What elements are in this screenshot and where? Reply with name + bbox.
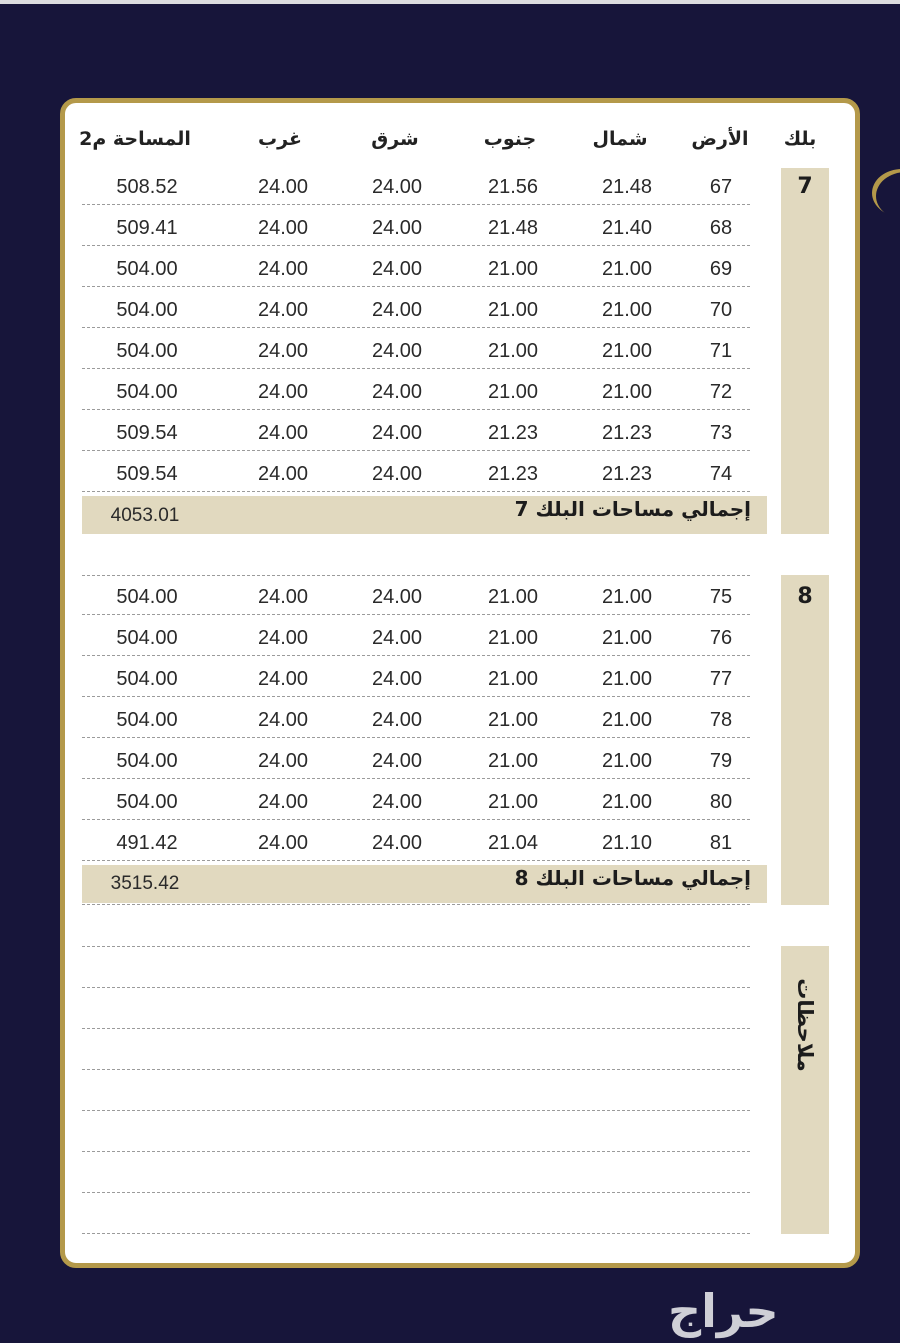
cell-east: 24.00 xyxy=(371,586,423,608)
cell-south: 21.23 xyxy=(487,422,539,444)
notes-line xyxy=(82,1110,750,1111)
row-divider xyxy=(82,819,750,820)
cell-north: 21.00 xyxy=(601,340,653,362)
header-west: غرب xyxy=(258,128,302,150)
cell-land: 78 xyxy=(709,709,733,731)
cell-north: 21.40 xyxy=(601,217,653,239)
cell-area: 504.00 xyxy=(116,791,178,813)
header-south: جنوب xyxy=(483,128,537,150)
row-divider xyxy=(82,327,750,328)
cell-north: 21.00 xyxy=(601,299,653,321)
cell-south: 21.23 xyxy=(487,463,539,485)
row-divider xyxy=(82,245,750,246)
cell-north: 21.00 xyxy=(601,709,653,731)
cell-area: 509.54 xyxy=(116,463,178,485)
cell-west: 24.00 xyxy=(257,586,309,608)
cell-east: 24.00 xyxy=(371,258,423,280)
cell-east: 24.00 xyxy=(371,176,423,198)
cell-land: 71 xyxy=(709,340,733,362)
cell-north: 21.00 xyxy=(601,586,653,608)
cell-south: 21.00 xyxy=(487,586,539,608)
row-divider xyxy=(82,778,750,779)
cell-land: 70 xyxy=(709,299,733,321)
cell-west: 24.00 xyxy=(257,176,309,198)
cell-east: 24.00 xyxy=(371,627,423,649)
notes-line xyxy=(82,1233,750,1234)
cell-west: 24.00 xyxy=(257,422,309,444)
block-7-total-label: إجمالي مساحات البلك 7 xyxy=(514,497,751,521)
row-divider xyxy=(82,737,750,738)
cell-east: 24.00 xyxy=(371,422,423,444)
cell-north: 21.48 xyxy=(601,176,653,198)
cell-south: 21.00 xyxy=(487,750,539,772)
haraj-watermark: حراج xyxy=(668,1284,779,1338)
row-divider xyxy=(82,368,750,369)
crescent-decoration xyxy=(876,172,900,220)
cell-south: 21.48 xyxy=(487,217,539,239)
cell-east: 24.00 xyxy=(371,791,423,813)
cell-south: 21.00 xyxy=(487,381,539,403)
cell-east: 24.00 xyxy=(371,668,423,690)
cell-west: 24.00 xyxy=(257,340,309,362)
cell-north: 21.23 xyxy=(601,463,653,485)
cell-land: 77 xyxy=(709,668,733,690)
cell-land: 72 xyxy=(709,381,733,403)
cell-east: 24.00 xyxy=(371,381,423,403)
cell-north: 21.23 xyxy=(601,422,653,444)
cell-north: 21.00 xyxy=(601,750,653,772)
cell-land: 74 xyxy=(709,463,733,485)
notes-line xyxy=(82,987,750,988)
cell-east: 24.00 xyxy=(371,299,423,321)
row-divider xyxy=(82,286,750,287)
cell-south: 21.00 xyxy=(487,668,539,690)
row-divider xyxy=(82,860,750,861)
cell-north: 21.00 xyxy=(601,258,653,280)
cell-north: 21.00 xyxy=(601,381,653,403)
cell-south: 21.00 xyxy=(487,627,539,649)
cell-east: 24.00 xyxy=(371,832,423,854)
cell-land: 68 xyxy=(709,217,733,239)
block-8-total-label: إجمالي مساحات البلك 8 xyxy=(514,866,751,890)
cell-land: 79 xyxy=(709,750,733,772)
cell-land: 80 xyxy=(709,791,733,813)
cell-north: 21.00 xyxy=(601,668,653,690)
cell-east: 24.00 xyxy=(371,463,423,485)
cell-west: 24.00 xyxy=(257,627,309,649)
cell-land: 76 xyxy=(709,627,733,649)
cell-south: 21.00 xyxy=(487,709,539,731)
cell-east: 24.00 xyxy=(371,217,423,239)
row-divider xyxy=(82,204,750,205)
cell-west: 24.00 xyxy=(257,668,309,690)
separator-rule xyxy=(82,575,750,576)
notes-line xyxy=(82,1192,750,1193)
cell-west: 24.00 xyxy=(257,832,309,854)
cell-west: 24.00 xyxy=(257,299,309,321)
cell-area: 504.00 xyxy=(116,381,178,403)
cell-east: 24.00 xyxy=(371,750,423,772)
cell-south: 21.00 xyxy=(487,340,539,362)
cell-area: 504.00 xyxy=(116,586,178,608)
notes-line xyxy=(82,946,750,947)
cell-west: 24.00 xyxy=(257,258,309,280)
cell-west: 24.00 xyxy=(257,381,309,403)
cell-north: 21.10 xyxy=(601,832,653,854)
block-7-panel xyxy=(781,168,829,534)
notes-label: ملاحظات xyxy=(793,978,817,1072)
row-divider xyxy=(82,614,750,615)
cell-land: 73 xyxy=(709,422,733,444)
cell-west: 24.00 xyxy=(257,463,309,485)
top-bar xyxy=(0,0,900,36)
cell-west: 24.00 xyxy=(257,791,309,813)
notes-line xyxy=(82,1028,750,1029)
cell-area: 504.00 xyxy=(116,340,178,362)
cell-land: 75 xyxy=(709,586,733,608)
cell-land: 69 xyxy=(709,258,733,280)
cell-south: 21.04 xyxy=(487,832,539,854)
block-8-total-value: 3515.42 xyxy=(110,873,180,894)
row-divider xyxy=(82,696,750,697)
row-divider xyxy=(82,409,750,410)
header-land: الأرض xyxy=(691,128,749,150)
header-north: شمال xyxy=(592,128,648,150)
cell-south: 21.00 xyxy=(487,791,539,813)
row-divider xyxy=(82,491,750,492)
cell-area: 509.41 xyxy=(116,217,178,239)
cell-south: 21.56 xyxy=(487,176,539,198)
cell-south: 21.00 xyxy=(487,299,539,321)
cell-area: 509.54 xyxy=(116,422,178,444)
block-7-total-value: 4053.01 xyxy=(110,505,180,526)
block-8-bottom-rule xyxy=(82,904,750,905)
cell-area: 504.00 xyxy=(116,668,178,690)
cell-land: 67 xyxy=(709,176,733,198)
cell-area: 504.00 xyxy=(116,750,178,772)
header-block: بلك xyxy=(783,128,817,150)
cell-west: 24.00 xyxy=(257,217,309,239)
header-east: شرق xyxy=(371,128,419,150)
notes-line xyxy=(82,1151,750,1152)
cell-area: 504.00 xyxy=(116,709,178,731)
cell-east: 24.00 xyxy=(371,709,423,731)
cell-east: 24.00 xyxy=(371,340,423,362)
row-divider xyxy=(82,450,750,451)
cell-area: 508.52 xyxy=(116,176,178,198)
header-area: المساحة م2 xyxy=(79,128,191,150)
notes-line xyxy=(82,1069,750,1070)
cell-area: 491.42 xyxy=(116,832,178,854)
cell-west: 24.00 xyxy=(257,709,309,731)
cell-west: 24.00 xyxy=(257,750,309,772)
cell-area: 504.00 xyxy=(116,258,178,280)
cell-area: 504.00 xyxy=(116,299,178,321)
row-divider xyxy=(82,655,750,656)
block-8-panel xyxy=(781,575,829,905)
cell-area: 504.00 xyxy=(116,627,178,649)
cell-south: 21.00 xyxy=(487,258,539,280)
cell-land: 81 xyxy=(709,832,733,854)
cell-north: 21.00 xyxy=(601,791,653,813)
block-7-number: 7 xyxy=(797,174,813,199)
block-8-number: 8 xyxy=(797,584,813,609)
cell-north: 21.00 xyxy=(601,627,653,649)
